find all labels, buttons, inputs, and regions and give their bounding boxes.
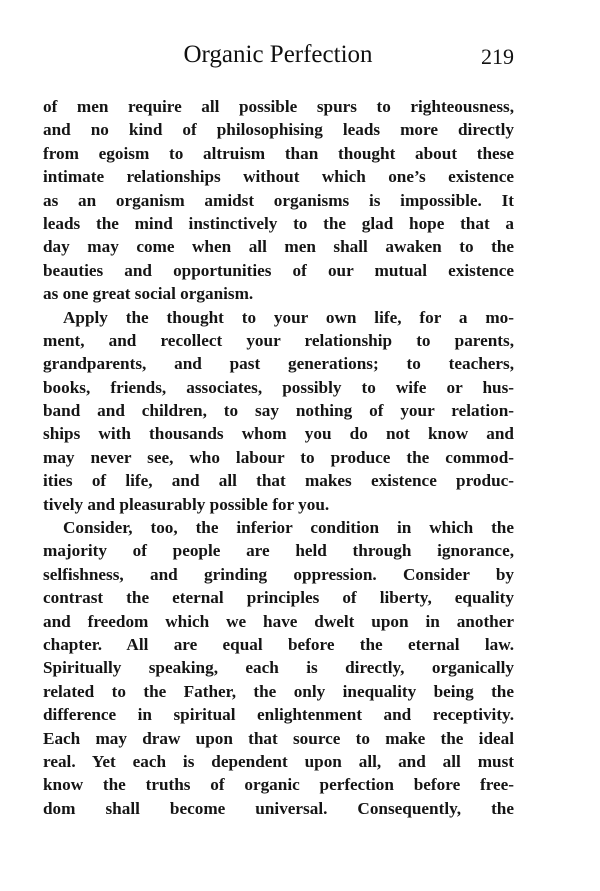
text-line: may never see, who labour to produce the commod- <box>43 447 514 467</box>
text-line: as one great social organism. <box>43 284 254 304</box>
text-line: day may come when all men shall awaken to the <box>43 237 514 257</box>
text-line: contrast the eternal principles of liberty, equality <box>43 588 514 608</box>
text-line: know the truths of organic perfection before free- <box>43 775 514 795</box>
text-line: Each may draw upon that source to make the ideal <box>43 728 514 748</box>
text-line: ment, and recollect your relationship to parents, <box>43 330 514 350</box>
text-line: ities of life, and all that makes existence produc- <box>43 471 514 491</box>
text-line: dom shall become universal. Consequently, the <box>43 798 514 818</box>
page-header <box>0 41 600 77</box>
text-line: intimate relationships without which one’s existence <box>43 167 514 187</box>
body-text <box>43 95 514 820</box>
text-line: difference in spiritual enlightenment and receptivity. <box>43 705 514 725</box>
text-line: grandparents, and past generations; to teachers, <box>43 354 514 374</box>
text-line: Consider, too, the inferior condition in which the <box>63 518 514 538</box>
text-line: related to the Father, the only inequality being the <box>43 681 514 701</box>
text-line: Spiritually speaking, each is directly, organically <box>43 658 514 678</box>
text-line: and no kind of philosophising leads more directly <box>43 120 514 140</box>
text-line: band and children, to say nothing of your relation- <box>43 401 514 421</box>
text-line: books, friends, associates, possibly to wife or hus- <box>43 377 514 397</box>
text-line: selfishness, and grinding oppression. Consider by <box>43 564 514 584</box>
text-line: tively and pleasurably possible for you. <box>43 494 330 514</box>
page-number: 219 <box>481 44 514 69</box>
text-line: of men require all possible spurs to righteousness, <box>43 97 514 116</box>
text-line: real. Yet each is dependent upon all, and all must <box>43 751 514 771</box>
text-line: Apply the thought to your own life, for a mo- <box>63 307 514 327</box>
text-line: from egoism to altruism than thought about these <box>43 143 514 163</box>
text-line: and freedom which we have dwelt upon in another <box>43 611 514 631</box>
text-line: chapter. All are equal before the eternal law. <box>43 634 514 654</box>
text-line: ships with thousands whom you do not know and <box>43 424 514 444</box>
text-line: leads the mind instinctively to the glad hope that a <box>43 213 514 233</box>
text-line: beauties and opportunities of our mutual existence <box>43 260 514 280</box>
text-line: as an organism amidst organisms is impossible. It <box>43 190 514 210</box>
text-line: majority of people are held through ignorance, <box>43 541 514 561</box>
running-title: Organic Perfection <box>183 41 373 68</box>
